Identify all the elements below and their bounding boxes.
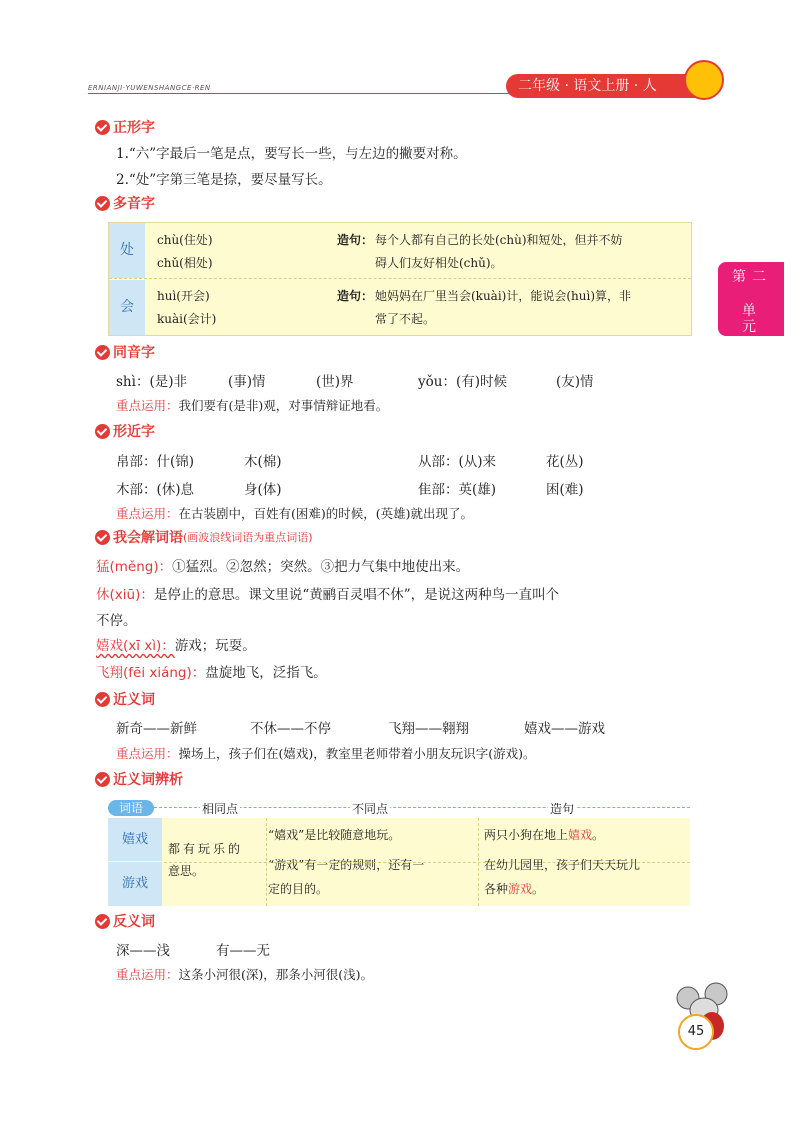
reading: chù(住处) [157, 233, 213, 247]
polyphone-char: 会 [109, 280, 145, 335]
definition-line: 飞翔(fēi xiáng)：盘旋地飞，泛指飞。 [96, 665, 327, 681]
antonym-pair: 深——浅 [116, 943, 170, 959]
synonym-pair: 新奇——新鲜 [116, 721, 197, 737]
usage-line: 重点运用：在古装剧中，百姓有(困难)的时候，(英雄)就出现了。 [116, 506, 474, 521]
sentence: 常了不起。 [375, 312, 436, 326]
similar-char: 困(难) [546, 482, 584, 498]
header-rule [88, 93, 518, 94]
note-line: 2.“处”字第三笔是捺，要尽量写长。 [116, 172, 332, 188]
diff-text: 定的目的。 [268, 882, 329, 896]
section-cijie: 我会解词语 (画波浪线词语为重点词语) [95, 528, 313, 546]
check-icon [95, 692, 110, 707]
definition-line: 猛(měng)：①猛烈。②忽然；突然。③把力气集中地使出来。 [96, 559, 470, 575]
same-text: 意思。 [168, 864, 205, 878]
row-divider [109, 278, 691, 279]
similar-char: 帛部：什(锦) [116, 454, 195, 470]
reading: huì(开会) [157, 289, 210, 303]
synonym-compare-table [108, 800, 690, 906]
diff-text: “嬉戏”是比较随意地玩。 [268, 828, 401, 842]
note-line: 1.“六”字最后一笔是点，要写长一些，与左边的撇要对称。 [116, 146, 467, 162]
check-icon [95, 345, 110, 360]
polyphone-table [108, 222, 692, 336]
word-cell: 嬉戏 [108, 818, 162, 861]
side-tab-text: 第 [732, 269, 746, 285]
unit-side-tab [718, 262, 784, 336]
example-sentence: 各种游戏。 [484, 882, 545, 896]
usage-line: 重点运用：操场上，孩子们在(嬉戏)，教室里老师带着小朋友玩识字(游戏)。 [116, 746, 536, 761]
check-icon [95, 914, 110, 929]
section-duoyin: 多音字 [95, 194, 155, 212]
side-tab-text: 单 [742, 303, 756, 319]
reading: kuài(会计) [157, 312, 217, 326]
header-same: 相同点 [202, 802, 239, 816]
word-cell: 游戏 [108, 862, 162, 906]
similar-char: 花(丛) [546, 454, 584, 470]
section-bianxi: 近义词辨析 [95, 770, 183, 788]
section-zhengxing: 正形字 [95, 118, 155, 136]
badge-icon [684, 60, 724, 100]
series-label: ERNIANJI·YUWENSHANGCE·REN [88, 84, 211, 92]
similar-char: 木(棉) [244, 454, 282, 470]
polyphone-char: 处 [109, 223, 145, 278]
usage-line: 重点运用：这条小河很(深)，那条小河很(浅)。 [116, 967, 374, 982]
diff-text: “游戏”有一定的规则，还有一 [268, 858, 425, 872]
header-words: 词语 [108, 800, 154, 816]
homophone: yǒu：(有)时候 [418, 374, 507, 390]
header-diff: 不同点 [352, 802, 389, 816]
similar-char: 从部：(从)来 [418, 454, 497, 470]
check-icon [95, 530, 110, 545]
sentence-label: 造句： [337, 233, 374, 247]
section-tongyin: 同音字 [95, 343, 155, 361]
reading: chǔ(相处) [157, 256, 213, 270]
header-sentence: 造句 [550, 802, 575, 816]
homophone: (友)情 [556, 374, 594, 390]
same-text: 都有玩乐的 [168, 842, 244, 856]
section-jinyi: 近义词 [95, 690, 155, 708]
definition-line: 休(xiū)：是停止的意思。课文里说“黄鹂百灵唱不休”，是说这两种鸟一直叫个 [96, 587, 560, 603]
homophone: (世)界 [316, 374, 354, 390]
definition-line: 嬉戏(xī xì)：游戏；玩耍。 [96, 638, 256, 654]
sentence: 每个人都有自己的长处(chù)和短处，但并不妨 [375, 233, 623, 247]
definition-line: 不停。 [96, 613, 137, 629]
page-number: 45 [678, 1014, 714, 1050]
example-sentence: 两只小狗在地上嬉戏。 [484, 828, 605, 842]
usage-line: 重点运用：我们要有(是非)观，对事情辩证地看。 [116, 398, 389, 413]
check-icon [95, 424, 110, 439]
side-tab-text: 元 [742, 319, 756, 335]
homophone: shì：(是)非 [116, 374, 187, 390]
synonym-pair: 嬉戏——游戏 [524, 721, 605, 737]
check-icon [95, 196, 110, 211]
similar-char: 身(体) [244, 482, 282, 498]
sentence: 碍人们友好相处(chǔ)。 [375, 256, 503, 270]
section-fanyi: 反义词 [95, 912, 155, 930]
similar-char: 木部：(休)息 [116, 482, 195, 498]
side-tab-text: 二 [752, 269, 766, 285]
synonym-pair: 不休——不停 [250, 721, 331, 737]
sentence-label: 造句： [337, 289, 374, 303]
check-icon [95, 120, 110, 135]
synonym-pair: 飞翔——翱翔 [388, 721, 469, 737]
similar-char: 隹部：英(雄) [418, 482, 497, 498]
grade-tag: 二年级 · 语文上册 · 人 [506, 74, 706, 98]
section-xingjin: 形近字 [95, 422, 155, 440]
sentence: 她妈妈在厂里当会(kuài)计，能说会(huì)算，非 [375, 289, 632, 303]
antonym-pair: 有——无 [216, 943, 270, 959]
example-sentence: 在幼儿园里，孩子们天天玩儿 [484, 858, 641, 872]
check-icon [95, 772, 110, 787]
homophone: (事)情 [228, 374, 266, 390]
